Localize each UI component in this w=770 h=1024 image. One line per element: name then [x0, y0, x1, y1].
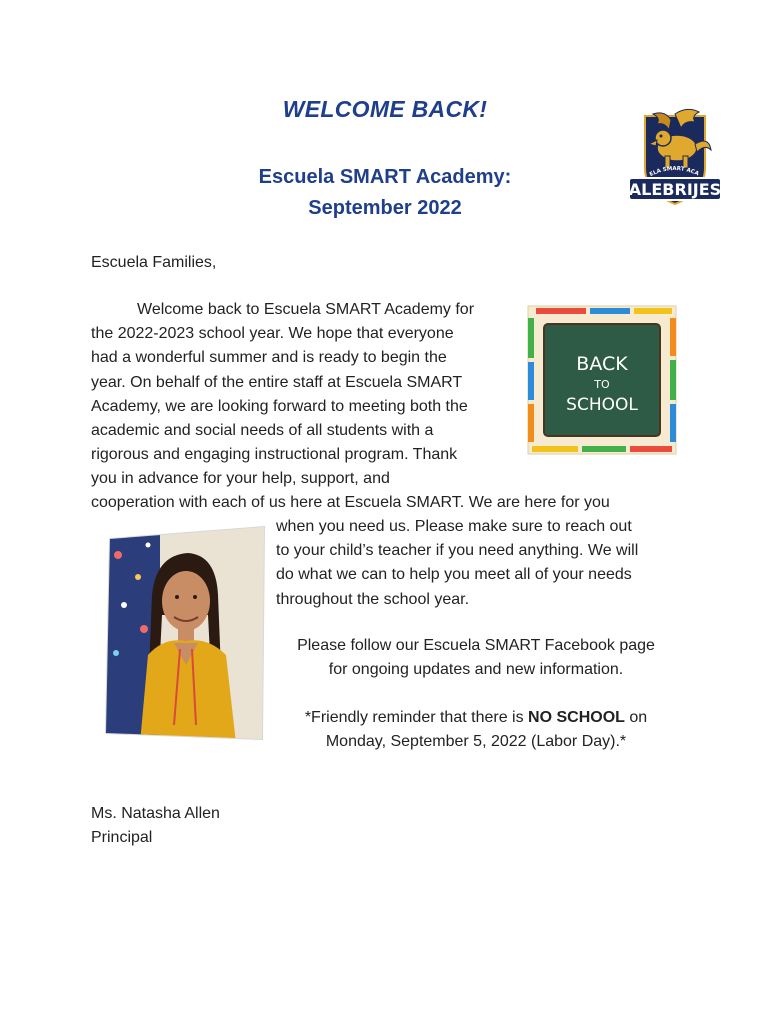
back-to-school-image: [522, 302, 682, 458]
school-logo: [625, 106, 725, 214]
chalk-text-school: SCHOOL: [566, 395, 638, 415]
paragraph-line: throughout the school year.: [276, 590, 470, 608]
logo-arc-text: ELA SMART ACA: [648, 165, 700, 179]
paragraph-line: Academy, we are looking forward to meeting both the: [91, 397, 468, 415]
facebook-notice: [276, 634, 676, 682]
paragraph-line: cooperation with each of us here at Escuela SMART. We are here for you: [91, 494, 610, 511]
month-heading: September 2022: [308, 197, 462, 219]
signature-block: [91, 802, 220, 850]
greeting: Escuela Families,: [91, 254, 217, 271]
paragraph-line: year. On behalf of the entire staff at Escuela SMART: [91, 373, 463, 391]
letter-paragraph-continued: [276, 515, 638, 612]
chalk-text-to: TO: [594, 378, 610, 391]
paragraph-line: you in advance for your help, support, and: [91, 470, 390, 488]
reminder-text: *Friendly reminder that there is: [304, 709, 529, 726]
chalk-text-back: BACK: [576, 353, 628, 375]
paragraph-line: do what we can to help you meet all of your needs: [276, 566, 632, 584]
reminder-text: on: [624, 709, 648, 726]
paragraph-line: rigorous and engaging instructional program. Thank: [91, 446, 458, 464]
principal-title: Principal: [91, 829, 153, 847]
facebook-notice-line: Please follow our Escuela SMART Facebook page: [297, 637, 655, 654]
principal-name: Ms. Natasha Allen: [91, 805, 220, 822]
no-school-reminder: [276, 706, 676, 754]
paragraph-line: Welcome back to Escuela SMART Academy for: [137, 301, 475, 318]
principal-photo: [104, 525, 268, 743]
page-title: WELCOME BACK!: [282, 96, 488, 122]
reminder-date: Monday, September 5, 2022 (Labor Day).*: [325, 733, 627, 751]
paragraph-line: academic and social needs of all students with a: [91, 422, 434, 440]
letter-paragraph-top: [91, 298, 511, 492]
paragraph-line: the 2022-2023 school year. We hope that everyone: [91, 325, 454, 343]
school-name-heading: Escuela SMART Academy:: [258, 166, 512, 188]
paragraph-line: when you need us. Please make sure to reach out: [276, 518, 632, 535]
logo-mascot-text: ALEBRIJES: [628, 180, 722, 199]
facebook-notice-line: for ongoing updates and new information.: [328, 661, 624, 679]
no-school-emphasis: NO SCHOOL: [528, 709, 625, 726]
paragraph-line: had a wonderful summer and is ready to begin the: [91, 349, 447, 367]
paragraph-line: to your child’s teacher if you need anything. We will: [276, 542, 639, 560]
